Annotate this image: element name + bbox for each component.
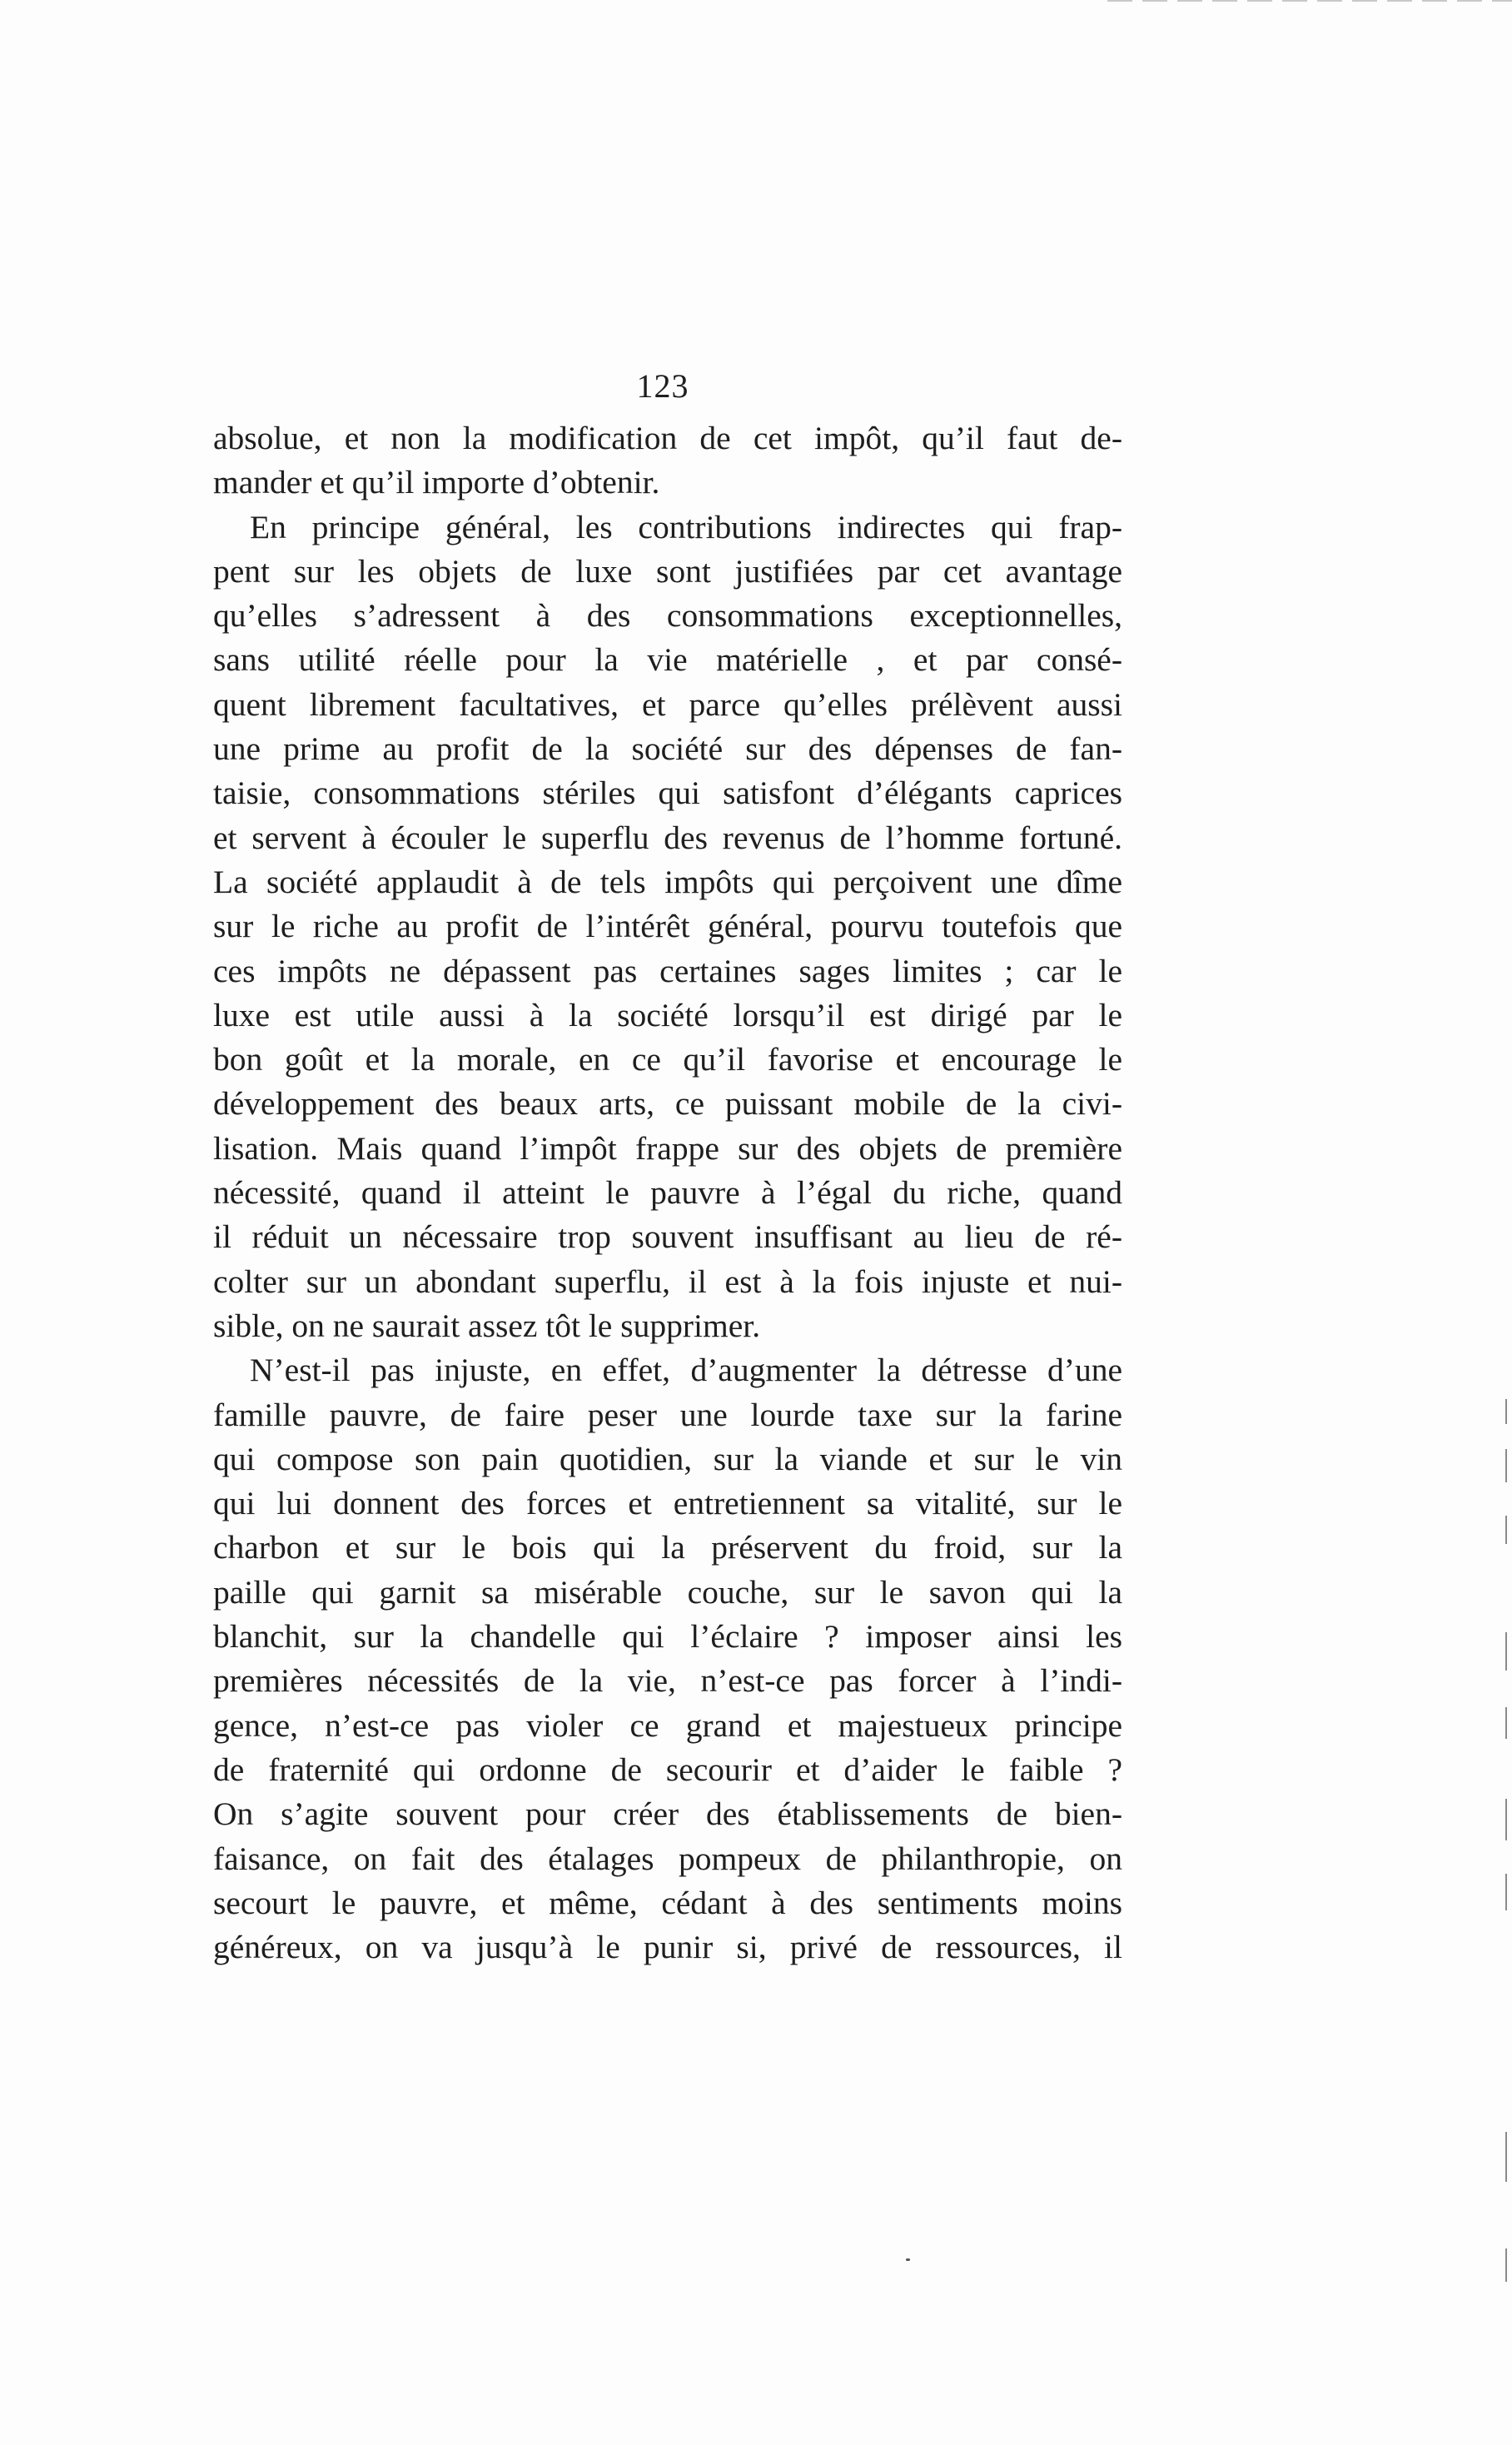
text-line: sans utilité réelle pour la vie matérielle , et par consé- <box>213 641 1122 679</box>
text-line: taisie, consommations stériles qui satisfont d’élégants caprices <box>213 774 1122 812</box>
text-line: qui lui donnent des forces et entretiennent sa vitalité, sur le <box>213 1485 1122 1522</box>
text-line: blanchit, sur la chandelle qui l’éclaire ? imposer ainsi les <box>213 1618 1122 1656</box>
text-line: faisance, on fait des étalages pompeux de philanthropie, on <box>213 1840 1122 1877</box>
scan-margin-mark <box>1505 1874 1507 1910</box>
text-line: qui compose son pain quotidien, sur la viande et sur le vin <box>213 1440 1122 1477</box>
scan-margin-mark <box>1505 1516 1507 1544</box>
scan-margin-mark <box>1505 1707 1507 1739</box>
scan-margin-mark <box>1505 1632 1507 1671</box>
scan-speck <box>906 2258 910 2261</box>
text-line: nécessité, quand il atteint le pauvre à l’égal du riche, quand <box>213 1174 1122 1212</box>
text-line: premières nécessités de la vie, n’est-ce pas forcer à l’indi- <box>213 1662 1122 1700</box>
text-line: luxe est utile aussi à la société lorsqu’il est dirigé par le <box>213 996 1122 1033</box>
text-line: mander et qu’il importe d’obtenir. <box>213 464 660 501</box>
text-line: il réduit un nécessaire trop souvent insuffisant au lieu de ré- <box>213 1218 1122 1256</box>
text-line: bon goût et la morale, en ce qu’il favorise et encourage le <box>213 1041 1122 1078</box>
scan-margin-mark <box>1505 1449 1507 1482</box>
text-line: famille pauvre, de faire peser une lourde taxe sur la farine <box>213 1396 1122 1433</box>
scan-margin-mark <box>1505 1399 1507 1424</box>
scan-edge-artifact <box>1107 0 1512 2</box>
text-line: charbon et sur le bois qui la préservent du froid, sur la <box>213 1529 1122 1566</box>
text-line: généreux, on va jusqu’à le punir si, privé de ressources, il <box>213 1929 1122 1966</box>
text-line: une prime au profit de la société sur des dépenses de fan- <box>213 730 1122 768</box>
scan-margin-mark <box>1505 2132 1507 2182</box>
page-number: 123 <box>636 367 689 405</box>
text-line: et servent à écouler le superflu des revenus de l’homme fortuné. <box>213 819 1122 856</box>
text-line: pent sur les objets de luxe sont justifiées par cet avantage <box>213 552 1122 590</box>
text-line: La société applaudit à de tels impôts qui perçoivent une dîme <box>213 863 1122 900</box>
scan-margin-mark <box>1505 2248 1507 2282</box>
text-line: absolue, et non la modification de cet impôt, qu’il faut de- <box>213 420 1122 456</box>
text-line: On s’agite souvent pour créer des établissements de bien- <box>213 1795 1122 1833</box>
text-line: gence, n’est-ce pas violer ce grand et majestueux principe <box>213 1706 1122 1744</box>
text-line: secourt le pauvre, et même, cédant à des sentiments moins <box>213 1884 1122 1921</box>
text-line: de fraternité qui ordonne de secourir et d’aider le faible ? <box>213 1750 1122 1788</box>
text-line: ces impôts ne dépassent pas certaines sages limites ; car le <box>213 952 1122 989</box>
paragraph-start-line: En principe général, les contributions indirectes qui frap- <box>250 508 1122 545</box>
text-line: qu’elles s’adressent à des consommations exceptionnelles, <box>213 597 1122 635</box>
text-line: sur le riche au profit de l’intérêt général, pourvu toutefois que <box>213 908 1122 945</box>
body-text <box>213 416 1122 1969</box>
text-line: lisation. Mais quand l’impôt frappe sur des objets de première <box>213 1129 1122 1167</box>
text-line: développement des beaux arts, ce puissant mobile de la civi- <box>213 1085 1122 1123</box>
text-line: quent librement facultatives, et parce qu’elles prélèvent aussi <box>213 685 1122 723</box>
scan-margin-mark <box>1505 1799 1507 1840</box>
text-line: sible, on ne saurait assez tôt le supprimer. <box>213 1307 761 1344</box>
text-line: paille qui garnit sa misérable couche, sur le savon qui la <box>213 1573 1122 1611</box>
paragraph-start-line: N’est-il pas injuste, en effet, d’augmenter la détresse d’une <box>250 1352 1122 1389</box>
text-line: colter sur un abondant superflu, il est à la fois injuste et nui- <box>213 1262 1122 1300</box>
